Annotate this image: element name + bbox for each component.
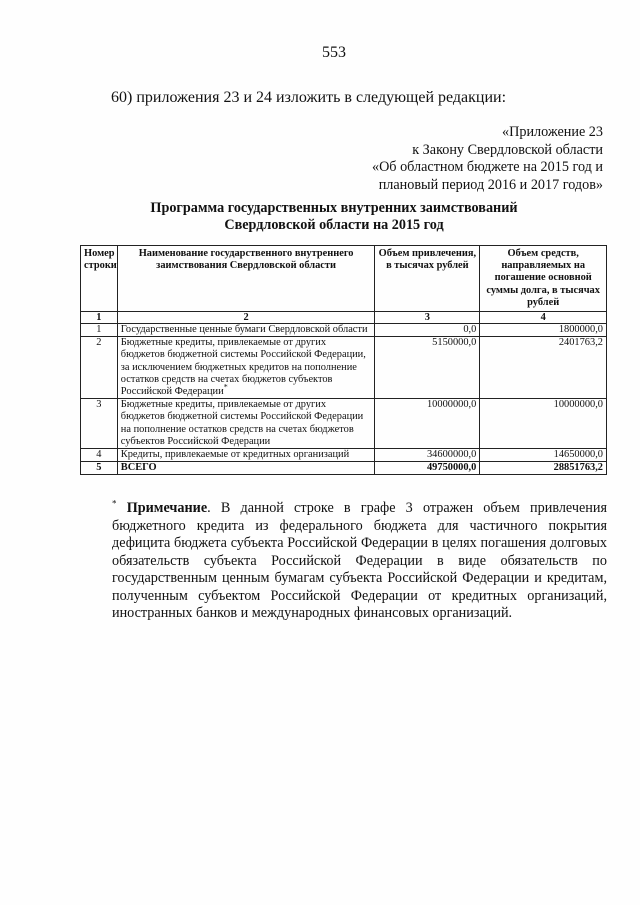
total-number: 5 (81, 462, 118, 475)
footnote (80, 500, 607, 623)
row-attraction: 10000000,0 (375, 399, 480, 449)
total-label: ВСЕГО (117, 462, 375, 475)
row-name: Государственные ценные бумаги Свердловской области (117, 324, 375, 337)
header-attraction-volume: Объем привлечения, в тысячах рублей (375, 246, 480, 312)
row-name-cell (117, 337, 375, 399)
footnote-label: Примечание (126, 500, 208, 516)
row-number: 3 (81, 399, 118, 449)
header-borrowing-name: Наименование государственного внутреннего заимствования Свердловской области (117, 246, 375, 312)
row-name: Бюджетные кредиты, привлекаемые от других бюджетов бюджетной системы Российской Федерации, за исключением бюджетных кредитов на пополнение остатков средств на счетах бюджетов субъектов Российской Федерации (120, 337, 366, 398)
appendix-reference (372, 124, 603, 194)
row-name: Бюджетные кредиты, привлекаемые от других бюджетов бюджетной системы Российской Федерации на пополнение остатков средств на счетах бюджетов субъектов Российской Федерации (117, 399, 375, 449)
page-number: 553 (322, 44, 346, 61)
row-attraction: 5150000,0 (375, 337, 480, 399)
row-number: 2 (81, 337, 118, 399)
row-number: 1 (81, 324, 118, 337)
appendix-line: к Закону Свердловской области (412, 141, 603, 158)
row-attraction: 0,0 (375, 324, 480, 337)
row-name: Кредиты, привлекаемые от кредитных организаций (117, 449, 375, 462)
footnote-marker: * (223, 382, 228, 392)
row-repayment: 1800000,0 (480, 324, 607, 337)
title-line: Свердловской области на 2015 год (224, 217, 444, 233)
column-number: 1 (81, 312, 118, 324)
table-row (81, 324, 607, 337)
document-title (0, 200, 640, 234)
appendix-line: «Об областном бюджете на 2015 год и (371, 159, 603, 175)
table-row (81, 449, 607, 462)
row-repayment: 10000000,0 (480, 399, 607, 449)
total-repayment: 28851763,2 (480, 462, 607, 475)
row-attraction: 34600000,0 (375, 449, 480, 462)
column-number: 2 (117, 312, 375, 324)
table-row (81, 399, 607, 449)
table-header-row (81, 246, 607, 312)
appendix-line: «Приложение 23 (502, 124, 603, 140)
footnote-star: * (112, 498, 117, 509)
total-attraction: 49750000,0 (375, 462, 480, 475)
footnote-body: . В данной строке в графе 3 отражен объем привлечения бюджетного кредита из федерального бюджета для частичного покрытия дефицита бюджета субъекта Российской Федерации в целях погашения долговых обязательств субъекта Российской Федерации в виде обязательств по государственным ценным бумагам субъекта Российской Федерации и кредитам, полученным субъектом Российской Федерации от кредитных организаций, иностранных банков и международных финансовых организаций. (112, 500, 608, 621)
intro-line: 60) приложения 23 и 24 изложить в следующей редакции: (111, 89, 507, 106)
row-number: 4 (81, 449, 118, 462)
borrowing-program-table (80, 245, 607, 475)
table-row (81, 337, 607, 399)
row-repayment: 14650000,0 (480, 449, 607, 462)
table-total-row (81, 462, 607, 475)
column-number: 4 (480, 312, 607, 324)
header-repayment-volume: Объем средств, направляемых на погашение основной суммы долга, в тысячах рублей (480, 246, 607, 312)
footnote-text (80, 500, 607, 623)
column-number-row (81, 312, 607, 324)
title-line: Программа государственных внутренних заимствований (150, 200, 518, 216)
appendix-line: плановый период 2016 и 2017 годов» (378, 176, 603, 193)
header-row-number: Номер строки (81, 246, 118, 312)
row-repayment: 2401763,2 (480, 337, 607, 399)
column-number: 3 (375, 312, 480, 324)
